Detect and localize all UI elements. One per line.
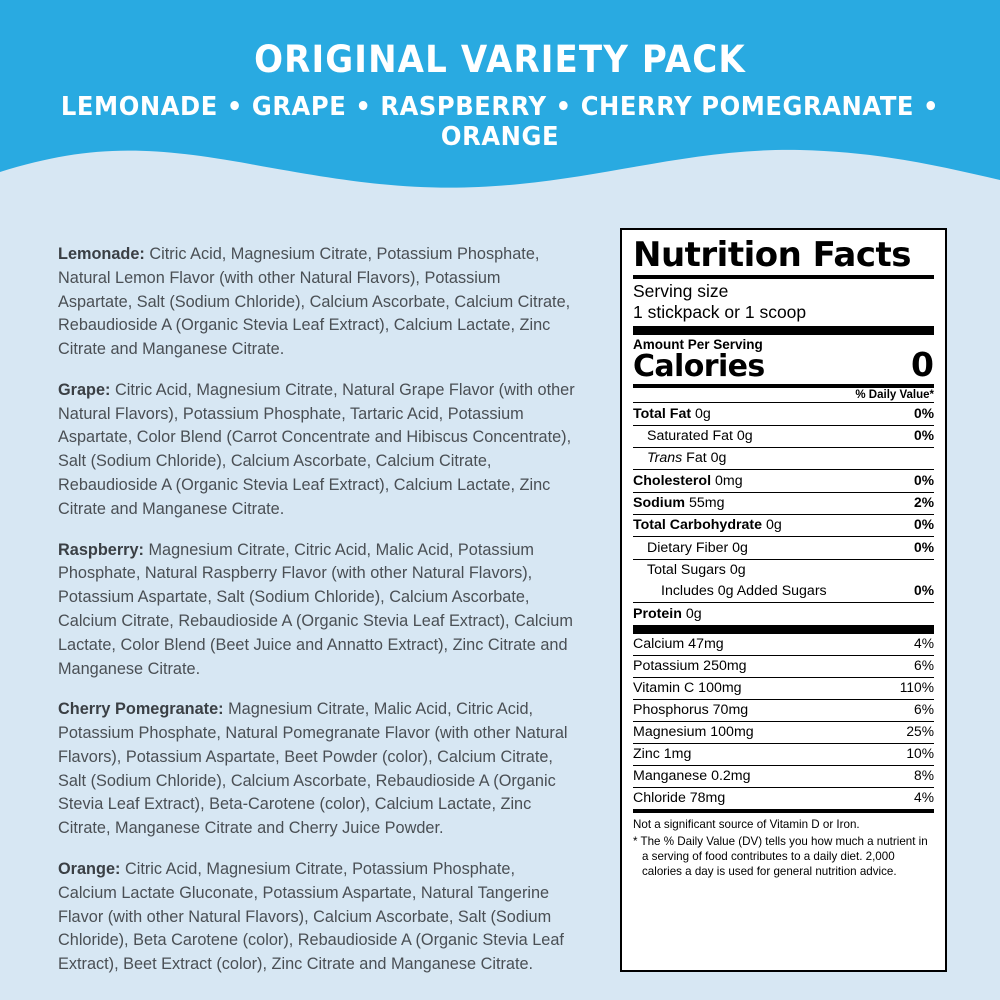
nutrient-label: Total Carbohydrate <box>633 517 763 534</box>
vitamin-row-calcium <box>633 634 934 655</box>
ingredient-text <box>58 539 578 682</box>
nutrient-row-dietary-fiber <box>633 536 934 558</box>
calories-label: Calories <box>633 348 765 384</box>
nutrient-name <box>633 428 753 444</box>
ingredient-flavor-name: Orange: <box>58 859 121 878</box>
ingredient-flavor-name: Cherry Pomegranate: <box>58 700 224 719</box>
nutrition-facts-panel <box>620 228 947 972</box>
nutrient-amount: 0g <box>736 428 753 445</box>
serving-size-value: 1 stickpack or 1 scoop <box>633 301 807 322</box>
vitamin-name: Phosphorus 70mg <box>633 702 749 719</box>
nutrient-label: Cholesterol <box>633 472 712 489</box>
ingredient-body: Citric Acid, Magnesium Citrate, Natural Grape Flavor (with other Natural Flavors), Potassium Phosphate, Tartaric Acid, Potassium Aspartate, Color Blend (Carrot Concentrate and Hibiscus Concentrate), Salt (Sodium Chloride), Calcium Ascorbate, Calcium Citrate, Rebaudioside A (Organic Stevia Leaf Extract), Calcium Lactate, Zinc Citrate and Manganese Citrate. <box>58 380 575 518</box>
nutrient-name <box>633 495 724 511</box>
nutrient-amount: Fat 0g <box>686 450 727 467</box>
ingredient-body: Citric Acid, Magnesium Citrate, Potassium Phosphate, Natural Lemon Flavor (with other Natural Flavors), Potassium Aspartate, Salt (Sodium Chloride), Calcium Ascorbate, Calcium Citrate, Rebaudioside A (Organic Stevia Leaf Extract), Calcium Lactate, Zinc Citrate and Manganese Citrate. <box>58 245 571 359</box>
ingredient-block-grape <box>58 379 578 522</box>
nutrient-label: Protein <box>633 605 682 622</box>
vitamin-dv: 6% <box>914 702 934 718</box>
divider <box>633 625 934 634</box>
wave-divider-icon <box>0 142 1000 200</box>
calories-value: 0 <box>911 344 934 384</box>
nutrient-name <box>633 606 702 622</box>
vitamin-dv: 4% <box>914 790 934 806</box>
divider <box>633 326 934 335</box>
nutrient-row-total-sugars <box>633 559 934 581</box>
nutrition-footnotes <box>633 813 934 879</box>
vitamin-row-potassium <box>633 655 934 677</box>
nutrient-row-cholesterol <box>633 469 934 491</box>
nutrient-name <box>633 517 782 533</box>
nutrient-row-total-carbohydrate <box>633 514 934 536</box>
nutrient-amount: 55mg <box>688 495 725 512</box>
ingredient-flavor-name: Lemonade: <box>58 245 145 263</box>
nutrient-amount: 0g <box>685 605 702 622</box>
nutrient-row-added-sugars <box>633 581 934 602</box>
nutrient-dv: 0% <box>914 428 934 444</box>
amount-per-serving-label: Amount Per Serving <box>633 336 763 352</box>
vitamin-row-chloride <box>633 787 934 809</box>
nutrient-row-total-fat <box>633 402 934 424</box>
nutrient-row-saturated-fat <box>633 425 934 447</box>
vitamin-dv: 6% <box>914 658 934 674</box>
nutrient-dv: 2% <box>914 495 934 511</box>
nutrient-dv: 0% <box>914 517 934 533</box>
ingredient-flavor-name: Raspberry: <box>58 540 144 559</box>
footnote-not-significant-source: Not a significant source of Vitamin D or Iron. <box>633 817 860 831</box>
vitamin-name: Manganese 0.2mg <box>633 768 751 785</box>
nutrient-label: Total Sugars <box>647 562 726 579</box>
nutrient-label: Trans <box>647 450 683 467</box>
nutrient-dv: 0% <box>914 405 934 421</box>
nutrient-name: Includes 0g Added Sugars <box>661 583 827 600</box>
vitamin-dv: 8% <box>914 768 934 784</box>
flavor-list-subtitle: LEMONADE • GRAPE • RASPBERRY • CHERRY POMEGRANATE • ORANGE <box>60 92 940 152</box>
vitamin-name: Vitamin C 100mg <box>633 680 742 697</box>
ingredient-body: Magnesium Citrate, Citric Acid, Malic Acid, Potassium Phosphate, Natural Raspberry Flavor (with other Natural Flavors), Potassium Aspartate, Salt (Sodium Chloride), Calcium Ascorbate, Calcium Citrate, Rebaudioside A (Organic Stevia Leaf Extract), Calcium Lactate, Color Blend (Beet Juice and Annatto Extract), Zinc Citrate and Manganese Citrate. <box>58 540 573 678</box>
vitamin-name: Calcium 47mg <box>633 636 724 653</box>
nutrient-dv: 0% <box>914 539 934 555</box>
ingredients-section <box>58 243 578 977</box>
nutrient-row-trans-fat <box>633 447 934 469</box>
nutrient-dv: 0% <box>914 472 934 488</box>
vitamin-row-vitamin-c <box>633 677 934 699</box>
nutrient-row-sodium <box>633 492 934 514</box>
nutrient-label: Dietary Fiber <box>647 539 729 556</box>
header-banner <box>0 0 1000 200</box>
vitamin-dv: 4% <box>914 636 934 652</box>
ingredient-text <box>58 379 578 522</box>
ingredient-body: Magnesium Citrate, Malic Acid, Citric Acid, Potassium Phosphate, Natural Pomegranate Flavor (with other Natural Flavors), Potassium Aspartate, Beet Powder (color), Calcium Citrate, Salt (Sodium Chloride), Calcium Ascorbate, Rebaudioside A (Organic Stevia Leaf Extract), Beta-Carotene (color), Calcium Lactate, Zinc Citrate, Manganese Citrate and Cherry Juice Powder. <box>58 700 568 838</box>
page-title: ORIGINAL VARIETY PACK <box>254 38 746 81</box>
ingredient-block-orange <box>58 858 578 977</box>
nutrient-amount: 0g <box>765 517 782 534</box>
daily-value-header: % Daily Value* <box>855 389 934 402</box>
vitamin-dv: 25% <box>906 724 934 740</box>
nutrient-label: Saturated Fat <box>647 428 733 445</box>
ingredient-text <box>58 243 578 362</box>
ingredient-body: Citric Acid, Magnesium Citrate, Potassium Phosphate, Calcium Lactate Gluconate, Potassium Aspartate, Natural Tangerine Flavor (with other Natural Flavors), Calcium Ascorbate, Salt (Sodium Chloride), Beta Carotene (color), Rebaudioside A (Organic Stevia Leaf Extract), Beet Extract (color), Zinc Citrate and Manganese Citrate. <box>58 859 564 974</box>
vitamin-name: Chloride 78mg <box>633 790 726 807</box>
nutrient-label: Sodium <box>633 495 686 512</box>
nutrient-amount: 0g <box>695 405 711 422</box>
divider <box>633 275 934 279</box>
vitamin-name: Zinc 1mg <box>633 746 692 763</box>
serving-size-label: Serving size <box>633 280 729 301</box>
nutrient-row-protein <box>633 602 934 624</box>
nutrient-name <box>633 562 746 578</box>
vitamin-dv: 110% <box>899 680 934 696</box>
vitamin-row-phosphorus <box>633 699 934 721</box>
nutrient-name <box>633 450 726 466</box>
ingredient-block-raspberry <box>58 539 578 682</box>
nutrient-amount: 0g <box>729 562 746 579</box>
vitamin-row-manganese <box>633 765 934 787</box>
nutrient-dv: 0% <box>914 583 934 599</box>
nutrient-name <box>633 473 743 489</box>
footnote-daily-value: * The % Daily Value (DV) tells you how much a nutrient in a serving of food contributes to a daily diet. 2,000 calories a day is used for general nutrition advice. <box>633 834 928 878</box>
nutrient-amount: 0g <box>732 539 748 556</box>
vitamin-dv: 10% <box>906 746 934 762</box>
ingredient-text <box>58 858 578 977</box>
nutrient-name <box>633 540 748 556</box>
nutrient-name <box>633 406 711 422</box>
vitamin-row-zinc <box>633 743 934 765</box>
vitamin-name: Potassium 250mg <box>633 658 747 675</box>
nutrition-facts-title: Nutrition Facts <box>633 235 911 275</box>
vitamin-row-magnesium <box>633 721 934 743</box>
ingredient-block-lemonade <box>58 243 578 362</box>
nutrient-amount: 0mg <box>715 472 743 489</box>
ingredient-flavor-name: Grape: <box>58 380 111 399</box>
ingredient-text <box>58 698 578 841</box>
vitamin-name: Magnesium 100mg <box>633 724 754 741</box>
ingredient-block-cherry-pomegranate <box>58 698 578 841</box>
nutrient-label: Total Fat <box>633 405 692 422</box>
